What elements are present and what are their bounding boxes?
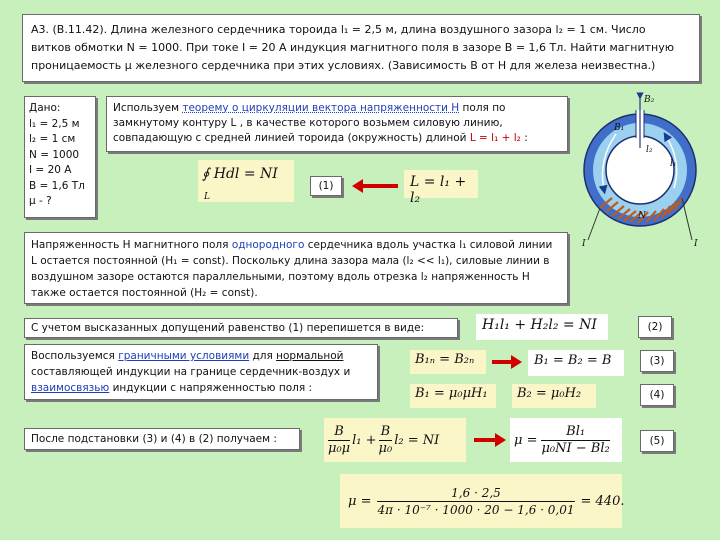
- contour-subscript: L: [204, 192, 210, 202]
- problem-line-3: проницаемость μ железного сердечника при этих условиях. (Зависимость B от H для железа неизвестна.): [31, 59, 656, 72]
- given-item: l₁ = 2,5 м: [29, 117, 80, 130]
- step-5-text: После подстановки (3) и (4) в (2) получаем :: [24, 428, 300, 450]
- diagram-label-l2: l₂: [646, 145, 653, 155]
- fraction-b-mu0: $\frac{B}{\text{μ₀}}$: [378, 423, 393, 456]
- final-answer: μ = $\frac{1,6 \cdot 2,5}{\text{4π · 10⁻⁷ · 1000 · 20 − 1,6 · 0,01}}$ = 440.: [340, 474, 622, 528]
- diagram-label-b1: B₁: [614, 123, 625, 133]
- eq-4-label: (4): [640, 384, 674, 406]
- eq-1-label: (1): [310, 176, 342, 196]
- eq-2-label: (2): [638, 316, 672, 338]
- given-item: B = 1,6 Тл: [29, 179, 85, 192]
- diagram-label-current-left: I: [582, 239, 586, 249]
- given-item: I = 20 А: [29, 164, 72, 176]
- eq-5-lhs: $\frac{B}{\text{μ₀μ}}$ l₁ + $\frac{B}{\text{μ₀}}$ l₂ = NI: [324, 418, 466, 462]
- eq-5-rhs: μ = $\frac{\text{Bl₁}}{\text{μ₀NI − Bl₂}}$: [510, 418, 622, 462]
- field-paragraph: Напряженность H магнитного поля однородного сердечника вдоль участка l₁ силовой линии L остается постоянной (H₁ = const). Поскольку длина зазора мала (l₂ << l₁), силовые линии в воздушном зазоре остаются параллельными, поэтому вдоль отрезка l₂ напряженность H также остается постоянной (H₂ = const).: [24, 232, 568, 304]
- fraction-b-mu0mu: $\frac{B}{\text{μ₀μ}}$: [328, 423, 351, 456]
- theory-text: Используем теорему о циркуляции вектора напряженности H поля по замкнутому контуру L , в качестве которого возьмем силовую линию, совпадающую с средней линией тороида (окружность) длиной L = l₁ + l₂ :: [106, 96, 568, 152]
- given-item: l₂ = 1 см: [29, 133, 76, 145]
- arrow-right-icon: [474, 438, 496, 442]
- step-3-text: Воспользуемся граничными условиями для нормальной составляющей индукции на границе сердечник-воздух и взаимосвязью индукции с напряженностью поля :: [24, 344, 378, 400]
- problem-statement: [22, 14, 700, 82]
- arrow-left-icon: [362, 184, 398, 188]
- diagram-label-b2: B₂: [644, 95, 655, 105]
- given-item: μ - ?: [29, 195, 52, 207]
- theorem-name: теорему о циркуляции вектора напряженности H: [182, 102, 460, 114]
- eq-4a-formula: B₁ = μ₀μH₁: [410, 384, 496, 408]
- circulation-formula: ∮ Hdl = NI L: [198, 160, 294, 202]
- problem-line-1: А3. (В.11.42). Длина железного сердечника тороида l₁ = 2,5 м, длина воздушного зазора l₂ = 1 см. Число: [31, 23, 646, 36]
- diagram-label-l1: l₁: [670, 159, 677, 169]
- given-item: N = 1000: [29, 148, 80, 161]
- given-box: [24, 96, 96, 218]
- normal-term: нормальной: [276, 350, 344, 362]
- fraction-final: $\frac{1,6 \cdot 2,5}{\text{4π · 10⁻⁷ · 1000 · 20 − 1,6 · 0,01}}$: [377, 485, 575, 517]
- length-formula: L = l₁ + l₂: [404, 170, 478, 198]
- eq-3b-formula: B₁ = B₂ = B: [528, 350, 624, 376]
- step-2-text: С учетом высказанных допущений равенство (1) перепишется в виде:: [24, 318, 458, 338]
- diagram-label-turns: N: [638, 211, 646, 221]
- toroid-diagram: [578, 90, 712, 250]
- boundary-conditions-term: граничными условиями: [118, 350, 250, 362]
- eq-2-formula: H₁l₁ + H₂l₂ = NI: [476, 314, 608, 340]
- relation-term: взаимосвязью: [31, 382, 110, 394]
- length-formula-inline: L = l₁ + l₂: [469, 132, 521, 144]
- fraction-mu-result: $\frac{\text{Bl₁}}{\text{μ₀NI − Bl₂}}$: [541, 423, 610, 456]
- uniform-term: однородного: [231, 239, 305, 251]
- eq-5-label: (5): [640, 430, 674, 452]
- given-title: Дано:: [29, 102, 61, 114]
- eq-3-label: (3): [640, 350, 674, 372]
- eq-3a-formula: B₁ₙ = B₂ₙ: [410, 350, 486, 374]
- diagram-label-current-right: I: [694, 239, 698, 249]
- arrow-right-icon: [492, 360, 512, 364]
- eq-4b-formula: B₂ = μ₀H₂: [512, 384, 596, 408]
- problem-line-2: витков обмотки N = 1000. При токе I = 20 А индукция магнитного поля в зазоре B = 1,6 Тл. Найти магнитную: [31, 41, 675, 54]
